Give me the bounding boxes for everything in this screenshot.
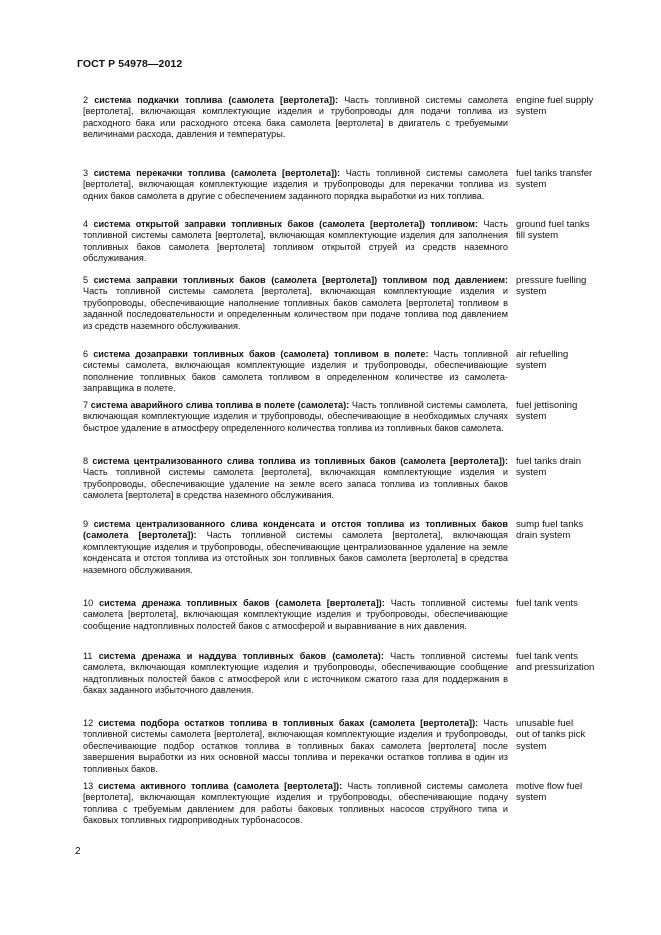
term-definition — [83, 781, 508, 850]
term-entry — [83, 456, 643, 519]
definition-text: Часть топливной системы самолета, включающая комплектующие изделия и трубопроводы, обеспечивающие в необходимых случаях быстрое удаление в атмосферу определенного количества топлива из топливных баков самолета. — [83, 400, 508, 433]
term-title: система заправки топливных баков (самолета [вертолета]) топливом под давлением: — [93, 275, 508, 285]
definition-text: Часть топливной системы самолета, включающая комплектующие изделия и трубопроводы, обеспечивающие сообщение надтопливных полостей баков с атмосферой или с источником сжатого газа для поддержания в баках заданного избыточного давления. — [83, 651, 508, 696]
term-title: система дренажа и наддува топливных баков (самолета): — [98, 651, 384, 661]
term-title: система подкачки топлива (самолета [вертолета]): — [94, 95, 339, 105]
definition-text: Часть топливной системы самолета [вертолета], включающая комплектующие изделия и трубопроводы для подачи топлива из расходного бака или расходного отсека бака самолета [вертолета] в двигатель с требуемыми величинами расхода, давления и температуры. — [83, 95, 508, 140]
term-title: система активного топлива (самолета [вертолета]): — [98, 781, 343, 791]
term-title: система подбора остатков топлива в топливных баках (самолета [вертолета]): — [98, 718, 479, 728]
term-entry — [83, 400, 643, 456]
term-title: система аварийного слива топлива в полете (самолета): — [90, 400, 350, 410]
term-number: 9 — [83, 519, 89, 529]
english-equivalent: ground fuel tanks fill system — [516, 219, 590, 242]
english-equivalent: sump fuel tanks drain system — [516, 519, 584, 542]
definition-text: Часть топливной системы самолета [вертолета], включающая комплектующие изделия для заполнения топливных баков самолета [вертолета] топливом открытой струей из средств наземного обслуживания. — [83, 219, 508, 264]
page-number: 2 — [75, 846, 81, 857]
english-equivalent: fuel tanks drain system — [516, 456, 582, 479]
term-definition — [83, 275, 508, 349]
term-title: система открытой заправки топливных баков (самолета [вертолета]) топливом: — [93, 219, 478, 229]
term-definition — [83, 349, 508, 400]
term-definition — [83, 219, 508, 275]
term-entry — [83, 781, 643, 850]
term-title: система перекачки топлива (самолета [вертолета]): — [93, 168, 341, 178]
english-equivalent: engine fuel supply system — [516, 95, 594, 118]
definition-text: Часть топливной системы самолета [вертолета], включающая комплектующие изделия и трубопроводы, обеспечивающие удаление на земле всего запаса топлива из топливных баков самолета [вертолета] в средства наземного обслуживания. — [83, 467, 508, 501]
term-number: 5 — [83, 275, 89, 285]
term-number: 13 — [83, 781, 94, 791]
term-number: 4 — [83, 219, 89, 229]
term-definition — [83, 400, 508, 456]
definition-text: Часть топливной системы самолета [вертолета], включающая комплектующие изделия и трубопроводы, обеспечивающие наполнение топливных баков самолета [вертолета] топливом в заданной последовательности и определенным количеством при подаче топлива под давлением из средств наземного обслуживания. — [83, 286, 508, 331]
term-number: 3 — [83, 168, 89, 178]
term-title: система дренажа топливных баков (самолета [вертолета]): — [99, 598, 385, 608]
term-number: 7 — [83, 400, 89, 410]
definition-text: Часть топливной системы самолета [вертолета], включающая комплектующие изделия и трубопроводы, обеспечивающие подачу топлива с требуемым давлением для работы баковых топливных насосов струйного типа и баковых топливных гидроприводных турбонасосов. — [83, 781, 508, 826]
document-code: ГОСТ Р 54978—2012 — [77, 58, 183, 70]
term-entry — [83, 349, 643, 400]
definition-text: Часть топливной системы самолета [вертолета], включающая комплектующие изделия и трубопроводы, обеспечивающие подбор остатков топлива в топливных баках самолета [вертолета] после завершения выработки из них основной массы топлива и перекачки остатков топлива в один из топливных баков. — [83, 718, 509, 774]
terms-list — [83, 95, 643, 850]
term-entry — [83, 519, 643, 598]
term-title: система дозаправки топливных баков (самолета) топливом в полете: — [93, 349, 429, 359]
term-number: 8 — [83, 456, 89, 466]
definition-text: Часть топливной системы самолета, включающая комплектующие изделия и трубопроводы, обеспечивающие пополнение топливных баков самолета топливом в определенном количестве из самолета-заправщика в полете. — [83, 349, 508, 394]
term-number: 12 — [83, 718, 94, 728]
term-number: 6 — [83, 349, 89, 359]
term-number: 11 — [83, 651, 93, 661]
term-entry — [83, 598, 643, 651]
term-entry — [83, 168, 643, 219]
term-entry — [83, 718, 643, 781]
english-equivalent: unusable fuel out of tanks pick system — [516, 718, 586, 752]
term-definition — [83, 598, 508, 651]
term-definition — [83, 168, 508, 219]
term-entry — [83, 95, 643, 168]
english-equivalent: fuel jettisoning system — [516, 400, 578, 423]
term-number: 2 — [83, 95, 89, 105]
definition-text: Часть топливной системы самолета [вертолета], включающая комплектующие изделия и трубопроводы, обеспечивающие централизованное удаление на земле конденсата и отстоя топлива из отстойных зон топливных баков самолета [вертолета] в средства наземного обслуживания. — [83, 530, 508, 575]
english-equivalent: air refuelling system — [516, 349, 569, 372]
definition-text: Часть топливной системы самолета [вертолета], включающая комплектующие изделия и трубопроводы для перекачки топлива из одних баков самолета в другие с обеспечением заданного порядка выработки из них топлива. — [83, 168, 508, 201]
term-number: 10 — [83, 598, 94, 608]
english-equivalent: fuel tank vents — [516, 598, 578, 609]
english-equivalent: fuel tank vents and pressurization — [516, 651, 595, 674]
term-entry — [83, 275, 643, 349]
term-definition — [83, 95, 508, 168]
term-entry — [83, 651, 643, 718]
term-entry — [83, 219, 643, 275]
definition-text: Часть топливной системы самолета [вертолета], включающая комплектующие изделия и трубопроводы, обеспечивающие сообщение надтопливных полостей баков с атмосферой и выравнивание в них давления. — [83, 598, 508, 631]
term-title: система централизованного слива топлива из топливных баков (самолета [вертолета]): — [92, 456, 508, 466]
term-definition — [83, 456, 508, 519]
term-definition — [83, 651, 508, 718]
term-title: система централизованного слива конденсата и отстоя топлива из топливных баков (самолета [вертолета]): — [83, 519, 508, 541]
english-equivalent: pressure fuelling system — [516, 275, 587, 298]
term-definition — [83, 718, 508, 781]
term-definition — [83, 519, 508, 598]
english-equivalent: fuel tanks transfer system — [516, 168, 593, 191]
english-equivalent: motive flow fuel system — [516, 781, 583, 804]
